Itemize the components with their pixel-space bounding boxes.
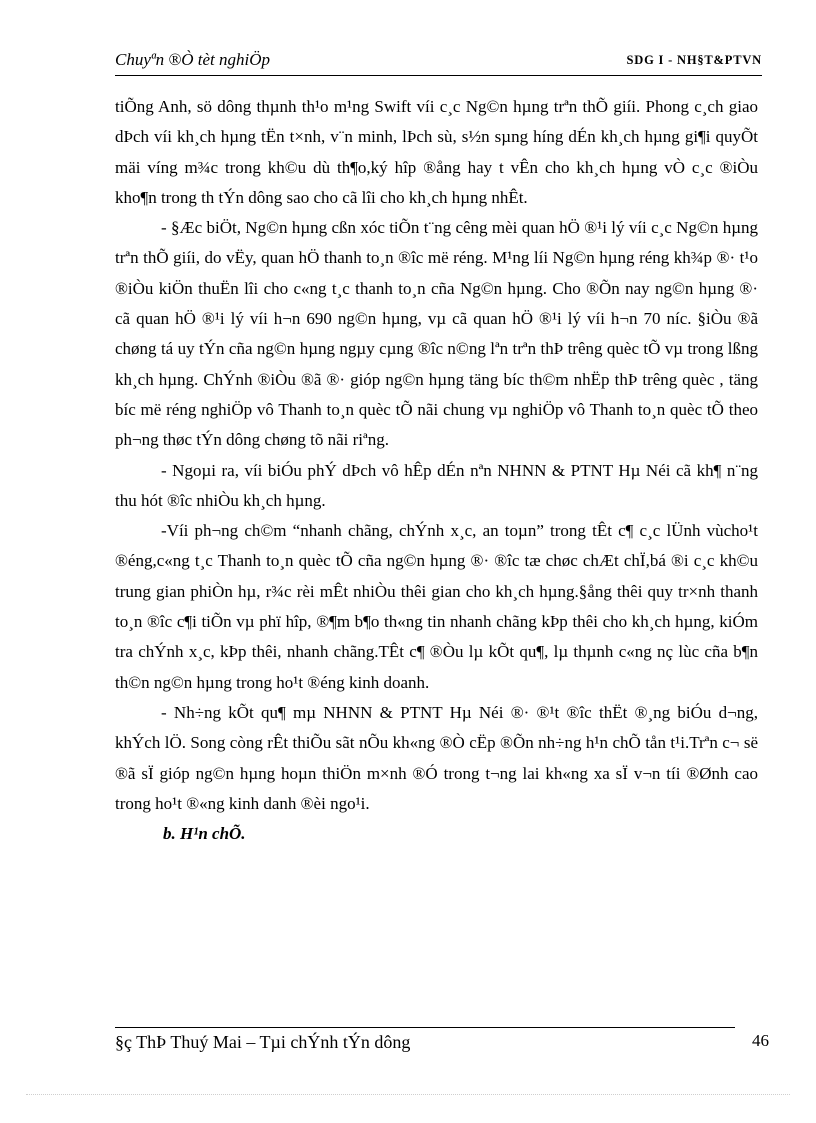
body-text — [115, 92, 758, 849]
header-code: SDG I - NH§T&PTVN — [626, 53, 762, 67]
footer-rule — [115, 1027, 735, 1028]
paragraph-5: - Nh÷ng kÕt qu¶ mµ NHNN & PTNT Hµ Néi ®· ®¹t ®îc thËt ®¸ng biÓu d¬ng, khÝch lÖ. Song còng rÊt thiÕu sãt nÕu kh«ng ®Ò cËp ®Õn nh÷ng h¹n chÕ tån t¹i.Trªn c¬ së ®ã sÏ gióp ng©n hµng hoµn thiÖn m×nh ®Ó trong t¬ng lai kh«ng xa sÏ v¬n tíi ®Ønh cao trong ho¹t ®«ng kinh danh ®èi ngo¹i. — [115, 702, 758, 813]
header-title: Chuyªn ®Ò tèt nghiÖp — [115, 50, 271, 69]
header-rule — [115, 75, 762, 76]
section-subheading: b. H¹n chÕ. — [163, 824, 246, 844]
paragraph-3: - Ngoµi ra, víi biÓu phÝ dÞch vô hÊp dÉn nªn NHNN & PTNT Hµ Néi cã kh¶ n¨ng thu hót ®îc nhiÒu kh¸ch hµng. — [115, 460, 758, 510]
page-bottom-border — [26, 1094, 790, 1095]
page-number: 46 — [752, 1031, 769, 1050]
paragraph-4: -Víi ph¬ng ch©m “nhanh chãng, chÝnh x¸c, an toµn” trong tÊt c¶ c¸c lÜnh vùcho¹t ®éng,c«ng t¸c Thanh to¸n quèc tÕ cña ng©n hµng ®· ®îc tæ chøc chÆt chÏ,bá ®i c¸c kh©u trung gian phiÒn hµ, r¾c rèi mÊt nhiÒu thêi gian cho kh¸ch hµng.§ång thêi quy tr×nh thanh to¸n ®îc c¶i tiÕn vµ phï hîp, ®¶m b¶o th«ng tin nhanh chãng kÞp thêi cho kh¸ch hµng, kiÓm tra chÝnh x¸c, kÞp thêi, nhanh chãng.TÊt c¶ ®Òu lµ kÕt qu¶, lµ thµnh c«ng nç lùc cña b¶n th©n ng©n hµng trong ho¹t ®éng kinh doanh. — [115, 521, 758, 692]
page-header — [115, 50, 762, 74]
paragraph-2: - §Æc biÖt, Ng©n hµng cßn xóc tiÕn t¨ng cêng mèi quan hÖ ®¹i lý víi c¸c Ng©n hµng trªn thÕ giíi, do vËy, quan hÖ thanh to¸n ®îc më réng. M¹ng líi Ng©n hµng réng kh¾p ®· t¹o ®iÒu kiÖn thuËn lîi cho c«ng t¸c thanh to¸n cña Ng©n hµng. Cho ®Õn nay ng©n hµng ®· cã quan hÖ ®¹i lý víi h¬n 690 ng©n hµng, vµ cã quan hÖ ®¹i lý víi h¬n 70 níc. §iÒu ®ã chøng tá uy tÝn cña ng©n hµng ngµy cµng ®îc n©ng lªn trªn thÞ trêng quèc tÕ vµ trong lßng kh¸ch hµng. ChÝnh ®iÒu ®ã ®· gióp ng©n hµng täng bíc th©m nhËp thÞ trêng quèc , täng bíc më réng nghiÖp vô Thanh to¸n quèc tÕ nãi chung vµ nghiÖp vô Thanh to¸n quèc tÕ theo ph¬ng thøc tÝn dông chøng tõ nãi riªng. — [115, 218, 758, 450]
paragraph-1: tiÕng Anh, sö dông thµnh th¹o m¹ng Swift víi c¸c Ng©n hµng trªn thÕ giíi. Phong c¸ch giao dÞch víi kh¸ch hµng tËn t×nh, v¨n minh, lÞch sù, s½n sµng híng dÉn kh¸ch hµng gi¶i quyÕt mäi víng m¾c trong kh©u dù th¶o,ký hîp ®ång hay t vÊn cho kh¸ch hµng vÒ c¸c ®iÒu kho¶n trong th tÝn dông sao cho cã lîi cho kh¸ch hµng nhÊt. — [115, 97, 758, 207]
footer-author: §ç ThÞ Thuý Mai – Tµi chÝnh tÝn dông — [115, 1032, 411, 1052]
